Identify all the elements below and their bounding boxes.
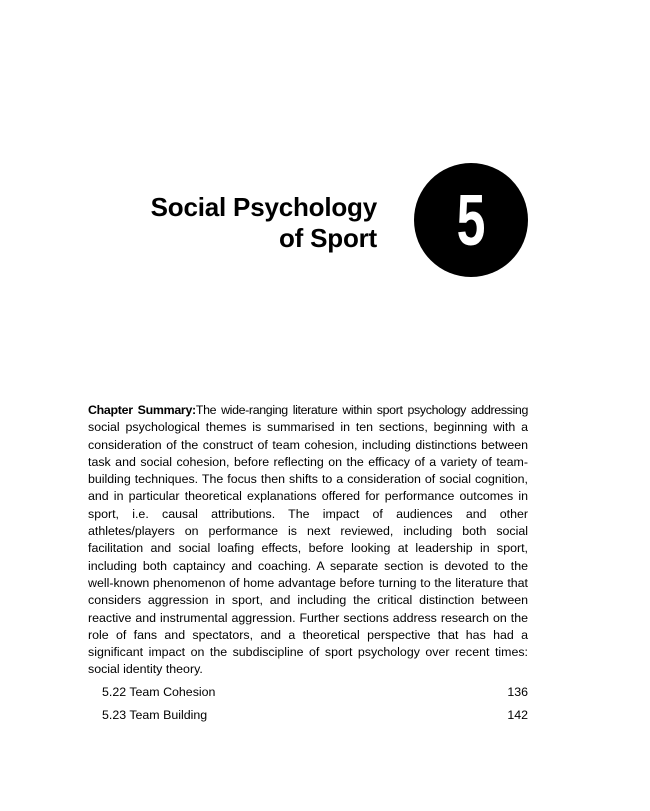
chapter-title-line-1: Social Psychology	[150, 192, 377, 222]
table-of-contents	[102, 684, 528, 730]
chapter-summary-label: Chapter Summary:	[88, 403, 196, 417]
chapter-summary-first-line: The wide-ranging literature within sport psychology addressing	[195, 403, 528, 417]
chapter-number-badge	[414, 163, 528, 277]
toc-entry[interactable]	[102, 707, 528, 724]
toc-entry[interactable]	[102, 684, 528, 701]
toc-entry-page: 142	[507, 708, 528, 722]
chapter-summary-text: social psychological themes is summarised in ten sections, beginning with a consideration of the construct of team cohesion, including distinctions between task and social cohesion, before reflecting on the efficacy of a variety of team-building techniques. The focus then shifts to a consideration of social cognition, and in particular theoretical explanations offered for performance outcomes in sport, i.e. causal attributions. The impact of audiences and other athletes/players on performance is next reviewed, including both social facilitation and social loafing effects, before looking at leadership in sport, including both captaincy and coaching. A separate section is devoted to the well-known phenomenon of home advantage before turning to the literature that considers aggression in sport, and including the critical distinction between reactive and instrumental aggression. Further sections address research on the role of fans and spectators, and a theoretical perspective that has had a significant impact on the subdiscipline of sport psychology over recent times: social identity theory.	[88, 420, 528, 677]
chapter-number: 5	[456, 181, 486, 261]
toc-entry-title: 5.23 Team Building	[102, 708, 208, 722]
chapter-summary	[88, 402, 528, 679]
toc-entry-title: 5.22 Team Cohesion	[102, 685, 216, 699]
toc-entry-page: 136	[507, 685, 528, 699]
chapter-title	[100, 192, 377, 254]
chapter-title-line-2: of Sport	[278, 223, 377, 253]
